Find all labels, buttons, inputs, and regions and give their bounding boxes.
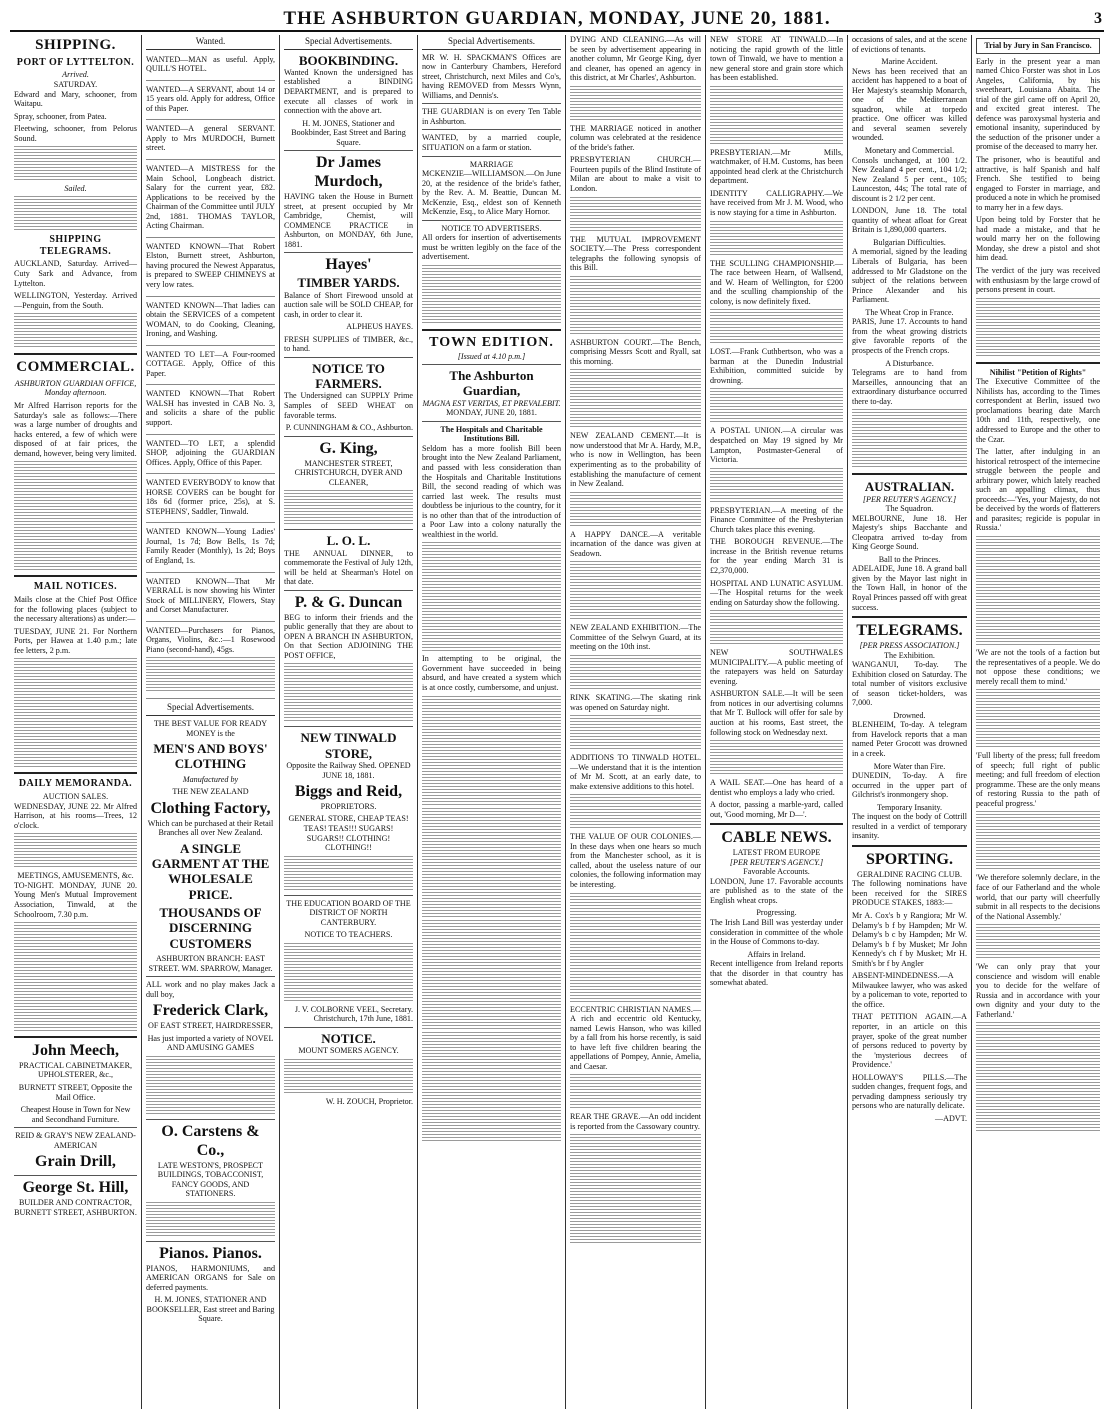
news-item: THE VALUE OF OUR COLONIES.—In these days when one hears so much from the Manchester school, as it is called, about the useless nature of our colonies, the following information may be interesting. bbox=[570, 832, 701, 889]
classified-ad bbox=[146, 525, 275, 572]
news-item: The following nominations have been received for the SIRES PRODUCE STAKES, 1883:— bbox=[852, 879, 967, 908]
text-filler bbox=[570, 561, 701, 621]
article-text: 'Full liberty of the press; full freedom of speech; full right of public meeting; and full freedom of election programme. These are the only means of restoring Russia to the path of peaceful progress.' bbox=[976, 751, 1100, 808]
article-text: Upon being told by Forster that he had made a mistake, and that he would marry her on the following Monday, she drew a pistol and shot him dead. bbox=[976, 215, 1100, 263]
news-item: Telegrams are to hand from Marseilles, announcing that an extraordinary disturbance occurred there to-day. bbox=[852, 368, 967, 406]
column-5 bbox=[566, 35, 706, 1409]
ad-text: WANTED KNOWN—Young Ladies' Journal, 1s 7d; Bow Bells, 1s 7d; Family Reader (Monthly), 1s 2d; Boys of England, 1s. bbox=[146, 527, 275, 566]
news-item: DYING AND CLEANING.—As will be seen by advertisement appearing in another column, Mr George King, dyer and cleaner, has opened an agency in this district, at Mr Charles', Ashburton. bbox=[570, 35, 701, 83]
ad-text: WANTED KNOWN—That ladies can obtain the SERVICES of a competent WOMAN, to do Cooking, Cleaning, Ironing, and Washing. bbox=[146, 300, 275, 339]
divider bbox=[146, 1119, 275, 1120]
divider bbox=[284, 357, 413, 358]
classified-ad bbox=[146, 53, 275, 81]
text-filler bbox=[146, 657, 275, 693]
subhead: Affairs in Ireland. bbox=[747, 949, 806, 959]
text-filler bbox=[284, 943, 413, 1003]
divider bbox=[14, 353, 137, 355]
news-item: IDENTITY CALLIGRAPHY.—We have received from Mr J. M. Wood, who is now staying for a time in Ashburton. bbox=[710, 188, 843, 218]
masthead-title: THE ASHBURTON GUARDIAN, MONDAY, JUNE 20, 1881. bbox=[283, 8, 831, 29]
ad-title: Biggs and Reid, bbox=[294, 783, 403, 801]
ad-title: Pianos. Pianos. bbox=[159, 1244, 262, 1262]
text-filler bbox=[976, 924, 1100, 960]
advt-mark: —ADVT. bbox=[935, 1113, 967, 1123]
ad-text: WANTED—Purchasers for Pianos, Organs, Violins, &c.:—1 Rosewood Piano (second-hand), 45gs. bbox=[146, 625, 275, 654]
subhead: Favorable Accounts. bbox=[743, 867, 810, 877]
section-title: COMMERCIAL. bbox=[16, 359, 135, 376]
ad-title: Hayes' bbox=[325, 256, 372, 274]
news-item: NEW ZEALAND CEMENT.—It is now understood that Mr A. Hardy, M.P., who is now in Wellington, has been experimenting as to the probability of establishing the manufacture of cement in New Zealand. bbox=[570, 431, 701, 489]
subhead: GERALDINE RACING CLUB. bbox=[857, 869, 962, 879]
news-item: PRESBYTERIAN.—A meeting of the Finance Committee of the Presbyterian Church takes place this evening. bbox=[710, 505, 843, 534]
column-3 bbox=[280, 35, 418, 1409]
text-filler bbox=[14, 196, 137, 232]
column-head: Wanted. bbox=[146, 35, 275, 50]
subhead: Bulgarian Difficulties. bbox=[873, 237, 946, 247]
news-item: PRESBYTERIAN.—Mr Mills, watchmaker, of H.M. Customs, has been appointed head clerk at the Christchurch department. bbox=[710, 147, 843, 186]
ad-title: G. King, bbox=[319, 439, 378, 457]
ad-text: GENERAL STORE, CHEAP TEAS! TEAS! TEAS!!! SUGARS! SUGARS!! CLOTHING! CLOTHING!! bbox=[288, 814, 409, 853]
news-item: HOSPITAL AND LUNATIC ASYLUM.—The Hospital returns for the week ending on Saturday show the following. bbox=[710, 578, 843, 607]
article-text: TO-NIGHT. MONDAY, JUNE 20. Young Men's Mutual Improvement Association, Tinwald, at the Schoolroom, 7.30 p.m. bbox=[14, 880, 137, 919]
article-text: In attempting to be original, the Government have succeeded in being absurd, and have created a system which is at once costly, cumbersome, and unjust. bbox=[422, 654, 561, 693]
ad-text: BUILDER AND CONTRACTOR, BURNETT STREET, ASHBURTON. bbox=[14, 1198, 137, 1217]
section-subtitle: DAILY MEMORANDA. bbox=[18, 778, 133, 790]
divider bbox=[710, 823, 843, 825]
columns bbox=[10, 35, 1104, 1409]
subhead: The Wheat Crop in France. bbox=[865, 307, 954, 317]
subhead: Temporary Insanity. bbox=[877, 802, 942, 812]
ad-text: THOUSANDS OF DISCERNING CUSTOMERS bbox=[159, 905, 262, 951]
divider bbox=[976, 362, 1100, 364]
news-item: News has been received that an accident has happened to a boat of Her Majesty's steamship Monarch, one of the Mediterranean squadron, while at torpedo practice. One officer was killed and several seamen severely wounded. bbox=[852, 66, 967, 143]
divider bbox=[14, 772, 137, 774]
ad-text: WANTED—A MISTRESS for the Main School, Longbeach district. Salary for the current year, £82. Applications to be received by the Chairman of the Committee until JULY 2nd, 1881. THOMAS TAYLOR, Acting Chairman. bbox=[146, 163, 275, 231]
classified-ad bbox=[146, 624, 275, 700]
dateline: MONDAY, JUNE 20, 1881. bbox=[446, 408, 537, 418]
news-item: NEW ZEALAND EXHIBITION.—The Committee of the Selwyn Guard, at its meeting on the 10th inst. bbox=[570, 623, 701, 652]
column-6 bbox=[706, 35, 848, 1409]
ad-text: H. M. JONES, STATIONER AND BOOKSELLER, East street and Baring Square. bbox=[146, 1295, 275, 1324]
news-item: MELBOURNE, June 18. Her Majesty's ships Bacchante and Cleopatra arrived to-day from King George Sound. bbox=[852, 513, 967, 552]
subhead: MARRIAGE bbox=[469, 159, 514, 169]
divider bbox=[14, 1127, 137, 1128]
news-item: The Irish Land Bill was yesterday under consideration in committee of the whole in the House of Commons to-day. bbox=[710, 917, 843, 947]
text-filler bbox=[422, 1032, 561, 1142]
news-item: LONDON, June 17. Favorable accounts are published as to the state of the English wheat crops. bbox=[710, 876, 843, 905]
classified-ad bbox=[146, 476, 275, 523]
divider bbox=[284, 1027, 413, 1028]
article-text: WEDNESDAY, JUNE 22. Mr Alfred Harrison, at his rooms—Trees, 12 o'clock. bbox=[14, 801, 137, 830]
divider bbox=[284, 436, 413, 437]
subhead: NOTICE TO ADVERTISERS. bbox=[441, 223, 542, 233]
page-number: 3 bbox=[1094, 10, 1102, 27]
ad-title: Frederick Clark, bbox=[152, 1002, 269, 1020]
ad-text: ASHBURTON BRANCH: EAST STREET. WM. SPARROW, Manager. bbox=[148, 954, 273, 973]
news-item: A WAIL SEAT.—One has heard of a dentist who employs a lady who cried. bbox=[710, 778, 843, 797]
ad-text: Balance of Short Firewood unsold at auction sale will be SOLD CHEAP, for cash, in order to clear it. bbox=[284, 290, 413, 319]
ad-text: THE ANNUAL DINNER, to commemorate the Festival of July 12th, will be held at Shearman's Hotel on that date. bbox=[284, 548, 413, 587]
text-filler bbox=[976, 298, 1100, 358]
news-item: ASHBURTON COURT.—The Bench, comprising Messrs Scott and Ryall, sat this morning. bbox=[570, 337, 701, 366]
text-filler bbox=[570, 715, 701, 751]
text-filler bbox=[284, 1059, 413, 1095]
text-filler bbox=[422, 265, 561, 325]
news-item: A HAPPY DANCE.—A veritable incarnation of the dance was given at Seadown. bbox=[570, 529, 701, 558]
news-item: Mr A. Cox's b y Rangiora; Mr W. Delamy's b f by Hampden; Mr W. Delamy's b c by Hampden; Mr W. Delamy's b f by Musket; Mr John Kennedy's ch f by Musket; Mr H. Smith's br f by Angler bbox=[852, 911, 967, 968]
section-subtitle: SHIPPING TELEGRAMS. bbox=[39, 233, 112, 257]
news-item: LOST.—Frank Cuthbertson, who was a barman at the Dunedin Industrial Exhibition, committed suicide by drowning. bbox=[710, 347, 843, 385]
ad-text: WANTED KNOWN—That Robert Elston, Burnett street, Ashburton, having procured the Newest Apparatus, is prepared to SWEEP CHIMNEYS at very low rates. bbox=[146, 241, 275, 289]
news-item: A POSTAL UNION.—A circular was despatched on May 19 signed by Mr Lampton, Postmaster-General of Victoria. bbox=[710, 426, 843, 465]
ad-text: MOUNT SOMERS AGENCY. bbox=[298, 1046, 399, 1056]
article-text: The latter, after indulging in an historical retrospect of the internecine struggle between the people and arbitrary power, which lately reached such an appalling climax, thus proceeds:—'Yes, your Majesty, do not be deceived by the words of flatterers and parasites; regicide is popular in Russia.' bbox=[976, 447, 1100, 533]
text-filler bbox=[570, 197, 701, 233]
article-title: Nihilist "Petition of Rights" bbox=[989, 367, 1087, 377]
text-filler bbox=[422, 808, 561, 918]
ad-text: MR W. H. SPACKMAN'S Offices are now in Canterbury Chambers, Hereford street, Christchurch, next Miles and Co's, having REMOVED from Messrs Wynn, Williams, and Dennis's. bbox=[422, 52, 561, 100]
ad-title: NOTICE. bbox=[321, 1030, 376, 1046]
divider bbox=[284, 529, 413, 530]
column-1 bbox=[10, 35, 142, 1409]
divider bbox=[14, 575, 137, 577]
news-item: PRESBYTERIAN CHURCH.—Fourteen pupils of the Blind Institute of Milan are about to make a visit to London. bbox=[570, 155, 701, 194]
divider bbox=[284, 590, 413, 591]
divider bbox=[14, 1175, 137, 1176]
divider bbox=[422, 103, 561, 104]
ad-text: J. V. COLBORNE VEEL, Secretary. Christchurch, 17th June, 1881. bbox=[294, 1004, 413, 1024]
classified-ad bbox=[146, 348, 275, 386]
divider bbox=[284, 895, 413, 896]
ad-text: ALL work and no play makes Jack a dull boy, bbox=[146, 980, 275, 999]
telegram-entry: AUCKLAND, Saturday. Arrived—Cuty Sark and Advance, from Lyttelton. bbox=[14, 259, 137, 288]
ad-text: Manufactured by bbox=[182, 774, 239, 784]
ad-text: WANTED—A general SERVANT. Apply to Mrs MURDOCH, Burnett street. bbox=[146, 124, 275, 153]
text-filler bbox=[284, 490, 413, 526]
text-filler bbox=[710, 221, 843, 257]
text-filler bbox=[710, 468, 843, 504]
text-filler bbox=[710, 388, 843, 424]
article-text: All orders for insertion of advertisements must be written legibly on the face of the advertisement. bbox=[422, 233, 561, 262]
column-head: Special Advertisements. bbox=[146, 701, 275, 716]
ad-text: FRESH SUPPLIES of TIMBER, &c., to hand. bbox=[284, 334, 413, 354]
divider bbox=[852, 845, 967, 847]
text-filler bbox=[976, 1022, 1100, 1132]
ad-text: LATE WESTON'S, PROSPECT BUILDINGS, TOBACCONIST, FANCY GOODS, AND STATIONERS. bbox=[157, 1160, 264, 1199]
ad-text: THE BEST VALUE FOR READY MONEY is the bbox=[153, 719, 268, 738]
ad-text: ALPHEUS HAYES. bbox=[346, 322, 413, 332]
news-item: A memorial, signed by the leading Liberals of Bulgaria, has been addressed to Mr Gladstone on the subject of the relations between Prince Alexander and his Parliament. bbox=[852, 247, 967, 305]
text-filler bbox=[710, 309, 843, 345]
news-item: Consols unchanged, at 100 1/2. New Zealand 4 per cent., 104 1/2; New Zealand 5 per cent., 105; Launceston, 44s; The total rate of discount is 2 1/2 per cent. bbox=[852, 155, 967, 203]
news-item: THE BOROUGH REVENUE.—The increase in the British revenue returns for the year ending March 31 is £2,370,000. bbox=[710, 537, 843, 575]
ad-text: H. M. JONES, Stationer and Bookbinder, East Street and Baring Square. bbox=[291, 118, 406, 147]
news-item: THAT PETITION AGAIN.—A reporter, in an article on this prayer, spoke of the great number of persons reduced to poverty by the 'mysterious decrees of Providence.' bbox=[852, 1012, 967, 1070]
divider bbox=[422, 129, 561, 130]
ad-title: L. O. L. bbox=[326, 533, 371, 549]
section-title: SHIPPING. bbox=[35, 37, 116, 53]
article-text: TUESDAY, JUNE 21. For Northern Ports, per Hawea at 1.40 p.m.; late fee letters, 2 p.m. bbox=[14, 626, 137, 655]
ad-text: P. CUNNINGHAM & CO., Ashburton. bbox=[285, 423, 413, 433]
column-4 bbox=[418, 35, 566, 1409]
divider bbox=[284, 726, 413, 727]
text-filler bbox=[852, 409, 967, 469]
news-item: THE MARRIAGE noticed in another column was celebrated at the residence of the bride's father. bbox=[570, 123, 701, 152]
ad-subtitle: TIMBER YARDS. bbox=[297, 275, 400, 291]
ad-title: NEW TINWALD STORE, bbox=[300, 730, 397, 761]
classified-ad bbox=[146, 122, 275, 160]
news-item: ASHBURTON SALE.—It will be seen from notices in our advertising columns that Mr T. Bullock will offer for sale by auction at his rooms, East street, the following stock on Wednesday next. bbox=[710, 689, 843, 737]
column-8 bbox=[972, 35, 1104, 1409]
ad-title: NOTICE TO FARMERS. bbox=[312, 360, 385, 392]
ad-text: WANTED KNOWN—That Mr VERRALL is now showing his Winter Stock of MILLINERY, Flowers, Stay and Corset Manufacturer. bbox=[146, 576, 275, 615]
subhead: Arrived. bbox=[62, 70, 89, 80]
news-item: ADELAIDE, June 18. A grand ball given by the Mayor last night in the Town Hall, in honor of the Royal Princes passed off with great success. bbox=[852, 564, 967, 612]
article-text: MCKENZIE—WILLIAMSON.—On June 20, at the residence of the bride's father, by the Rev. A. M. Beattie, Duncan M. McKenzie, Esq., eldest son of Kenneth McKenzie, Esq., to Alice Mary Hornor. bbox=[422, 169, 561, 217]
news-item: THE MUTUAL IMPROVEMENT SOCIETY.—The Press correspondent telegraphs the following synopsis of this Bill. bbox=[570, 234, 701, 273]
divider bbox=[852, 616, 967, 618]
text-filler bbox=[422, 920, 561, 1030]
agency-line: [PER PRESS ASSOCIATION.] bbox=[859, 641, 960, 650]
shipping-entry: Fleetwing, schooner, from Pelorus Sound. bbox=[14, 124, 137, 143]
divider bbox=[284, 150, 413, 151]
ad-text: HAVING taken the House in Burnett street, at present occupied by Mr Cambridge, Chemist, will COMMENCE PRACTICE in Ashburton, on MONDAY, 6th June, 1881. bbox=[284, 192, 413, 249]
ad-title: John Meech, bbox=[31, 1042, 120, 1060]
agency-line: [PER REUTER'S AGENCY.] bbox=[729, 857, 824, 867]
news-item: REAR THE GRAVE.—An odd incident is reported from the Cassowary country. bbox=[570, 1112, 701, 1131]
column-7 bbox=[848, 35, 972, 1409]
news-item: BLENHEIM, To-day. A telegram from Havelock reports that a man named Peter Grocott was drowned in a creek. bbox=[852, 720, 967, 759]
subhead: The Squadron. bbox=[885, 504, 934, 514]
text-filler bbox=[976, 811, 1100, 871]
ad-text: THE NEW ZEALAND bbox=[172, 787, 249, 797]
shipping-entry: Spray, schooner, from Patea. bbox=[14, 111, 107, 121]
ad-title: Grain Drill, bbox=[35, 1153, 116, 1171]
ad-text: WANTED—MAN as useful. Apply, QUILL'S HOTEL. bbox=[146, 54, 275, 74]
news-item: THE SCULLING CHAMPIONSHIP.—The race between Hearn, of Wallsend, and W. Hearn of Wellington, for £200 and the sculling championship of the colony, is now definitely fixed. bbox=[710, 258, 843, 306]
ad-text: WANTED EVERYBODY to know that HORSE COVERS can be bought for 18s 6d (former price, 25s), at S. STEPHENS', Saddler, Tinwald. bbox=[146, 478, 275, 516]
classified-ad bbox=[146, 387, 275, 434]
divider bbox=[422, 220, 561, 221]
text-filler bbox=[146, 1202, 275, 1238]
article-text: 'We therefore solemnly declare, in the face of our Fatherland and the whole world, that our party will cheerfully submit in all respects to the decisions of the National Assembly.' bbox=[976, 873, 1100, 921]
paper-nameplate: The Ashburton Guardian, bbox=[449, 368, 534, 399]
text-filler bbox=[570, 1134, 701, 1244]
article-title: Trial by Jury in San Francisco. bbox=[984, 41, 1092, 50]
text-filler bbox=[422, 542, 561, 652]
text-filler bbox=[710, 610, 843, 646]
text-filler bbox=[976, 689, 1100, 749]
column-2 bbox=[142, 35, 280, 1409]
subhead: The Exhibition. bbox=[884, 650, 935, 660]
article-text: 'We are not the tools of a faction but the representatives of a people. We do not oppose these conditions; we merely recall them to mind.' bbox=[976, 647, 1100, 686]
section-title: TELEGRAMS. bbox=[856, 622, 963, 640]
ad-text: Cheapest House in Town for New and Secondhand Furniture. bbox=[20, 1105, 131, 1124]
subhead: Drowned. bbox=[893, 710, 926, 720]
subhead: Monetary and Commercial. bbox=[864, 146, 955, 156]
ad-text: PIANOS, HARMONIUMS, and AMERICAN ORGANS for Sale on deferred payments. bbox=[146, 1263, 275, 1292]
text-filler bbox=[146, 1056, 275, 1116]
ad-text: W. H. ZOUCH, Proprietor. bbox=[325, 1096, 413, 1106]
news-item: NEW SOUTHWALES MUNICIPALITY.—A public meeting of the ratepayers was held on Saturday evening. bbox=[710, 648, 843, 686]
ad-title: THE EDUCATION BOARD OF THE DISTRICT OF NORTH CANTERBURY. bbox=[286, 898, 411, 927]
text-filler bbox=[284, 856, 413, 892]
ad-text: A SINGLE GARMENT AT THE WHOLESALE PRICE. bbox=[151, 840, 270, 902]
text-filler bbox=[570, 492, 701, 528]
news-item: DUNEDIN, To-day. A fire occurred in the upper part of Gilchrist's ironmongery shop. bbox=[852, 771, 967, 800]
classified-ad bbox=[146, 83, 275, 121]
news-item: PARIS, June 17. Accounts to hand from the wheat growing districts give favorable reports of the prospects of the French crops. bbox=[852, 317, 967, 355]
subhead: Sailed. bbox=[64, 184, 87, 194]
classified-ad bbox=[146, 299, 275, 346]
article-text: Early in the present year a man named Chico Forster was shot in Los Angeles, California, by his sweetheart, Louisiana Abaita. The trial of the girl came off on April 20, and excited great interest. The defence was paroxysmal hysteria and emotional insanity, superinduced by the seduction of the prisoner under a promise of the deceased to marry her. bbox=[976, 56, 1100, 152]
article-text: The verdict of the jury was received with enthusiasm by the large crowd of persons present in court. bbox=[976, 266, 1100, 295]
news-item: occasions of sales, and at the scene of evictions of tenants. bbox=[852, 35, 967, 54]
column-head: Special Advertisements. bbox=[284, 35, 413, 50]
article-text: Seldom has a more foolish Bill been brought into the New Zealand Parliament, and passed with less consideration than the Hospitals and Charitable Institutions Bill, the second reading of which was carried last week. The results must doubtless be injurious to the country, for it is no other than that of the introduction of a Poor Law into a colony naturally the wealthiest in the world. bbox=[422, 443, 561, 539]
text-filler bbox=[570, 794, 701, 830]
ad-title: O. Carstens & Co., bbox=[161, 1122, 260, 1159]
divider bbox=[146, 976, 275, 977]
article-text: Mails close at the Chief Post Office for the following places (subject to the necessary alterations) as under:— bbox=[14, 595, 137, 624]
ad-text: PROPRIETORS. bbox=[320, 801, 377, 811]
ad-title: Clothing Factory, bbox=[150, 799, 271, 817]
ad-text: PRACTICAL CABINETMAKER, UPHOLSTERER, &c., bbox=[18, 1060, 133, 1080]
ad-text: WANTED KNOWN—That Robert WALSH has invested in CAB No. 3, and solicits a share of the public support. bbox=[146, 389, 275, 428]
ad-text: NOTICE TO TEACHERS. bbox=[304, 930, 393, 940]
subhead: More Water than Fire. bbox=[873, 761, 946, 771]
divider bbox=[422, 329, 561, 331]
ad-text: WANTED—TO LET, a splendid SHOP, adjoining the GUARDIAN Offices. Apply, Office of this Paper. bbox=[146, 438, 275, 467]
news-item: The inquest on the body of Cottrill resulted in a verdict of temporary insanity. bbox=[852, 812, 967, 841]
text-filler bbox=[14, 922, 137, 1032]
subhead: MEETINGS, AMUSEMENTS, &c. bbox=[17, 871, 134, 881]
text-filler bbox=[14, 833, 137, 869]
divider bbox=[14, 1036, 137, 1038]
section-subtitle: MAIL NOTICES. bbox=[33, 581, 118, 593]
news-item: ABSENT-MINDEDNESS.—A Milwaukee lawyer, who was asked by a policeman to vote, reported to the office. bbox=[852, 971, 967, 1009]
subhead: SATURDAY. bbox=[53, 80, 98, 90]
text-filler bbox=[14, 461, 137, 571]
article-text: The Executive Committee of the Nihilists has, according to the Times correspondent at Berlin, issued two proclamations bearing date March 10th and 11th, respectively, one addressed to Europe and the other to the Czar. bbox=[976, 377, 1100, 444]
ad-text: BEG to inform their friends and the public generally that they are about to OPEN A BRANCH IN ASHBURTON, On that Section ADJOINING THE POST OFFICE, bbox=[284, 612, 413, 660]
news-item: HOLLOWAY'S PILLS.—The sudden changes, frequent fogs, and pervading dampness seriously try persons who are naturally delicate. bbox=[852, 1072, 967, 1111]
text-filler bbox=[570, 1074, 701, 1110]
subhead: A Disturbance. bbox=[885, 358, 934, 368]
subhead: Ball to the Princes. bbox=[878, 554, 941, 564]
subhead: Marine Accident. bbox=[881, 57, 938, 67]
ad-title: P. & G. Duncan bbox=[294, 593, 403, 611]
article-text: Mr Alfred Harrison reports for the Saturday's sale as follows:—There was a large number of droughts and hacks entered, a few of which were disposed of at fair prices, the demand, however, being very limited. bbox=[14, 400, 137, 458]
ad-text: OF EAST STREET, HAIRDRESSER, bbox=[148, 1021, 273, 1031]
shipping-entry: Edward and Mary, schooner, from Waitapu. bbox=[14, 89, 137, 109]
news-item: RINK SKATING.—The skating rink was opened on Saturday night. bbox=[570, 692, 701, 712]
masthead bbox=[10, 6, 1104, 32]
news-item: LONDON, June 18. The total quantity of wheat afloat for Great Britain is 1,890,000 quarters. bbox=[852, 206, 967, 235]
section-subtitle: PORT OF LYTTELTON. bbox=[16, 56, 135, 68]
news-item: ECCENTRIC CHRISTIAN NAMES.—A rich and eccentric old Kentucky, named Lewis Hanson, who was killed by a fall from his horse recently, is said to have left five children bearing the appellations of Pompey, Annie, Amelia, and Caesar. bbox=[570, 1004, 701, 1071]
ad-title: BOOKBINDING. bbox=[298, 52, 399, 68]
ad-title: Dr James Murdoch, bbox=[314, 154, 383, 191]
news-item: ADDITIONS TO TINWALD HOTEL.—We understand that it is the intention of Mr M. Scott, at an early date, to make extensive additions to this hotel. bbox=[570, 753, 701, 791]
subhead: AUCTION SALES. bbox=[42, 792, 109, 802]
divider bbox=[852, 473, 967, 475]
section-title: AUSTRALIAN. bbox=[864, 479, 955, 495]
divider bbox=[146, 1241, 275, 1242]
ad-text: The Undersigned can SUPPLY Prime Samples of SEED WHEAT on favorable terms. bbox=[284, 391, 413, 420]
news-item: Recent intelligence from Ireland reports that the disorder in that country has somewhat abated. bbox=[710, 959, 843, 988]
divider bbox=[422, 364, 561, 365]
ad-text: Has just imported a variety of NOVEL AND AMUSING GAMES bbox=[147, 1033, 274, 1053]
classified-ad bbox=[146, 162, 275, 238]
ad-text: MEN'S AND BOYS' CLOTHING bbox=[153, 741, 268, 772]
subhead: Progressing. bbox=[756, 908, 797, 918]
subhead: [Issued at 4.10 p.m.] bbox=[457, 351, 526, 361]
text-filler bbox=[570, 655, 701, 691]
ad-text: WANTED TO LET—A Four-roomed COTTAGE. Apply, Office of this Paper. bbox=[146, 349, 275, 378]
text-filler bbox=[422, 696, 561, 806]
ad-text: WANTED—A SERVANT, about 14 or 15 years old. Apply for address, Office of this Paper. bbox=[146, 84, 275, 113]
ad-text: Which can be purchased at their Retail Branches all over New Zealand. bbox=[147, 818, 274, 838]
article-text: 'We can only pray that your conscience and wisdom will enable you to decide for the welfare of Russia and in accordance with your own dignity and your duty to the Fatherland.' bbox=[976, 962, 1100, 1019]
text-filler bbox=[976, 536, 1100, 646]
ad-text: Wanted Known the undersigned has established a BINDING DEPARTMENT, and is prepared to execute all classes of work in connection with the above art. bbox=[284, 67, 413, 116]
text-filler bbox=[284, 663, 413, 723]
divider bbox=[284, 252, 413, 253]
text-filler bbox=[570, 369, 701, 429]
town-edition-title: TOWN EDITION. bbox=[429, 335, 554, 350]
section-title: SPORTING. bbox=[865, 850, 953, 868]
section-title: CABLE NEWS. bbox=[721, 829, 832, 847]
news-item: NEW STORE AT TINWALD.—In noticing the rapid growth of the little town of Tinwald, we have to mention a new general store and grain store which has been established. bbox=[710, 35, 843, 83]
classified-ad bbox=[146, 575, 275, 622]
classified-ad bbox=[146, 240, 275, 297]
article-text: The prisoner, who is beautiful and attractive, is half Spanish and half French. She testified to being engaged to Forster in marriage, and produced a note in which he promised to marry her in a few days. bbox=[976, 155, 1100, 212]
paper-motto: MAGNA EST VERITAS, ET PREVALEBIT. bbox=[422, 398, 561, 408]
ad-title: George St. Hill, bbox=[22, 1179, 129, 1197]
ad-text: THE GUARDIAN is on every Ten Table in Ashburton. bbox=[422, 107, 561, 126]
text-filler bbox=[570, 893, 701, 1003]
dateline: ASHBURTON GUARDIAN OFFICE, Monday afternoon. bbox=[14, 378, 137, 398]
ad-text: Opposite the Railway Shed. OPENED JUNE 18, 1881. bbox=[286, 760, 411, 780]
column-head: Special Advertisements. bbox=[422, 35, 561, 50]
agency-line: [PER REUTER'S AGENCY.] bbox=[862, 494, 957, 504]
text-filler bbox=[14, 146, 137, 182]
text-filler bbox=[570, 276, 701, 336]
classified-ad bbox=[146, 437, 275, 475]
telegram-entry: WELLINGTON, Yesterday. Arrived—Penguin, from the South. bbox=[14, 291, 137, 310]
ad-text: REID & GRAY'S NEW ZEALAND-AMERICAN bbox=[15, 1131, 136, 1150]
news-item: WANGANUI, To-day. The Exhibition closed on Saturday. The total number of visitors exclusive of season ticket-holders, was 7,000. bbox=[852, 660, 967, 708]
news-item: A doctor, passing a marble-yard, called out, 'Good morning, Mr D—'. bbox=[710, 800, 843, 819]
text-filler bbox=[570, 86, 701, 122]
ad-text: WANTED, by a married couple, SITUATION on a farm or station. bbox=[422, 133, 561, 152]
text-filler bbox=[710, 86, 843, 146]
text-filler bbox=[14, 313, 137, 349]
section-subtitle: LATEST FROM EUROPE bbox=[732, 848, 821, 858]
divider bbox=[422, 156, 561, 157]
ad-text: BURNETT STREET, Opposite the Mail Office. bbox=[18, 1083, 133, 1102]
ad-text: MANCHESTER STREET, CHRISTCHURCH, DYER AND CLEANER, bbox=[294, 458, 403, 487]
divider bbox=[422, 421, 561, 422]
text-filler bbox=[710, 740, 843, 776]
text-filler bbox=[14, 658, 137, 768]
leader-title: The Hospitals and Charitable Institutions Bill. bbox=[440, 424, 543, 444]
